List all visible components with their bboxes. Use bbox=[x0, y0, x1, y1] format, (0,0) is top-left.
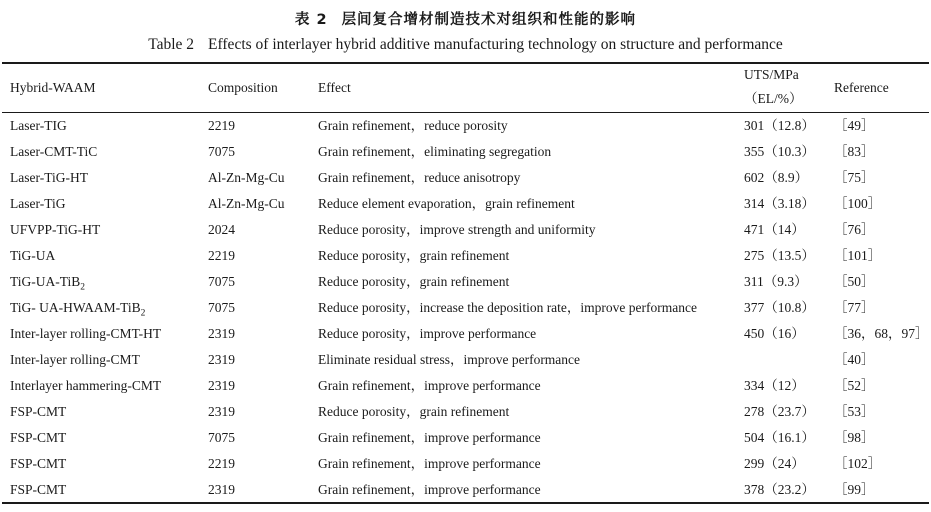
cell-effect: Reduce element evaporation，grain refinement bbox=[318, 196, 575, 211]
cell-reference: ［75］ bbox=[834, 170, 875, 185]
header-composition: Composition bbox=[208, 80, 278, 95]
cell-uts: 299（24） bbox=[744, 456, 805, 471]
cell-uts: 602（8.9） bbox=[744, 170, 809, 185]
cell-effect: Grain refinement，improve performance bbox=[318, 430, 541, 445]
table-number-english: Table 2 bbox=[148, 36, 195, 53]
cell-reference: ［36，68，97］ bbox=[834, 326, 929, 341]
cell-composition: 2319 bbox=[208, 404, 235, 419]
cell-method: TiG-UA bbox=[10, 248, 56, 263]
subscript: 2 bbox=[80, 282, 86, 293]
cell-uts: 450（16） bbox=[744, 326, 805, 341]
cell-effect: Grain refinement，eliminating segregation bbox=[318, 144, 552, 159]
cell-effect: Grain refinement，reduce anisotropy bbox=[318, 170, 521, 185]
cell-composition: 2219 bbox=[208, 118, 235, 133]
cell-method: FSP-CMT bbox=[10, 456, 67, 471]
cell-reference: ［98］ bbox=[834, 430, 875, 445]
cell-method: Laser-TiG bbox=[10, 196, 66, 211]
cell-effect: Reduce porosity，improve strength and uniformity bbox=[318, 222, 596, 237]
cell-method bbox=[10, 274, 86, 293]
cell-effect: Grain refinement，reduce porosity bbox=[318, 118, 508, 133]
cell-method: FSP-CMT bbox=[10, 404, 67, 419]
cell-method-text: TiG- UA-HWAAM-TiB bbox=[10, 300, 141, 315]
cell-composition: 2024 bbox=[208, 222, 235, 237]
cell-reference: ［83］ bbox=[834, 144, 875, 159]
cell-composition: 7075 bbox=[208, 300, 235, 315]
cell-reference: ［49］ bbox=[834, 118, 875, 133]
header-method: Hybrid-WAAM bbox=[10, 80, 96, 95]
cell-method: FSP-CMT bbox=[10, 482, 67, 497]
cell-effect: Reduce porosity，improve performance bbox=[318, 326, 537, 341]
cell-effect: Eliminate residual stress，improve performance bbox=[318, 352, 581, 367]
cell-uts: 311（9.3） bbox=[744, 274, 808, 289]
cell-composition: 2219 bbox=[208, 456, 235, 471]
cell-effect: Grain refinement，improve performance bbox=[318, 378, 541, 393]
cell-method: Laser-CMT-TiC bbox=[10, 144, 98, 159]
table-number-chinese: 表 2 bbox=[294, 12, 328, 28]
cell-method-text: TiG-UA-TiB bbox=[10, 274, 81, 289]
cell-composition: Al-Zn-Mg-Cu bbox=[208, 170, 285, 185]
cell-method: Laser-TiG-HT bbox=[10, 170, 88, 185]
cell-uts: 504（16.1） bbox=[744, 430, 815, 445]
cell-composition: 2219 bbox=[208, 248, 235, 263]
header-uts: UTS/MPa bbox=[744, 67, 799, 82]
cell-reference: ［76］ bbox=[834, 222, 875, 237]
cell-effect: Reduce porosity，grain refinement bbox=[318, 274, 510, 289]
cell-uts: 278（23.7） bbox=[744, 404, 815, 419]
cell-method: Interlayer hammering-CMT bbox=[10, 378, 162, 393]
cell-uts: 355（10.3） bbox=[744, 144, 815, 159]
cell-reference: ［40］ bbox=[834, 352, 875, 367]
cell-uts: 377（10.8） bbox=[744, 300, 815, 315]
header-elongation: （EL/%） bbox=[744, 91, 803, 106]
header-reference: Reference bbox=[834, 80, 889, 95]
cell-effect: Grain refinement，improve performance bbox=[318, 456, 541, 471]
cell-reference: ［99］ bbox=[834, 482, 875, 497]
cell-effect: Reduce porosity，grain refinement bbox=[318, 248, 510, 263]
cell-reference: ［101］ bbox=[834, 248, 882, 263]
table-title-chinese: 层间复合增材制造技术对组织和性能的影响 bbox=[341, 12, 637, 28]
cell-composition: 2319 bbox=[208, 352, 235, 367]
cell-method: Inter-layer rolling-CMT bbox=[10, 352, 140, 367]
cell-reference: ［53］ bbox=[834, 404, 875, 419]
cell-composition: 2319 bbox=[208, 482, 235, 497]
cell-method: Inter-layer rolling-CMT-HT bbox=[10, 326, 162, 341]
cell-method bbox=[10, 300, 146, 319]
cell-reference: ［100］ bbox=[834, 196, 882, 211]
cell-composition: Al-Zn-Mg-Cu bbox=[208, 196, 285, 211]
cell-effect: Reduce porosity，grain refinement bbox=[318, 404, 510, 419]
cell-uts: 275（13.5） bbox=[744, 248, 815, 263]
cell-composition: 7075 bbox=[208, 144, 235, 159]
cell-method: UFVPP-TiG-HT bbox=[10, 222, 101, 237]
cell-uts: 314（3.18） bbox=[744, 196, 815, 211]
cell-composition: 2319 bbox=[208, 378, 235, 393]
table-title-english: Effects of interlayer hybrid additive manufacturing technology on structure and performance bbox=[208, 36, 783, 53]
table-bottom-rule bbox=[2, 502, 929, 504]
cell-uts: 471（14） bbox=[744, 222, 805, 237]
header-effect: Effect bbox=[318, 80, 351, 95]
cell-uts: 334（12） bbox=[744, 378, 805, 393]
cell-composition: 7075 bbox=[208, 430, 235, 445]
cell-reference: ［50］ bbox=[834, 274, 875, 289]
cell-reference: ［102］ bbox=[834, 456, 882, 471]
cell-uts: 301（12.8） bbox=[744, 118, 815, 133]
cell-method: Laser-TIG bbox=[10, 118, 67, 133]
cell-effect: Grain refinement，improve performance bbox=[318, 482, 541, 497]
subscript: 2 bbox=[140, 308, 146, 319]
cell-composition: 2319 bbox=[208, 326, 235, 341]
cell-method: FSP-CMT bbox=[10, 430, 67, 445]
cell-uts: 378（23.2） bbox=[744, 482, 815, 497]
cell-reference: ［52］ bbox=[834, 378, 875, 393]
cell-composition: 7075 bbox=[208, 274, 235, 289]
cell-effect: Reduce porosity，increase the deposition rate，improve performance bbox=[318, 300, 697, 315]
cell-reference: ［77］ bbox=[834, 300, 875, 315]
